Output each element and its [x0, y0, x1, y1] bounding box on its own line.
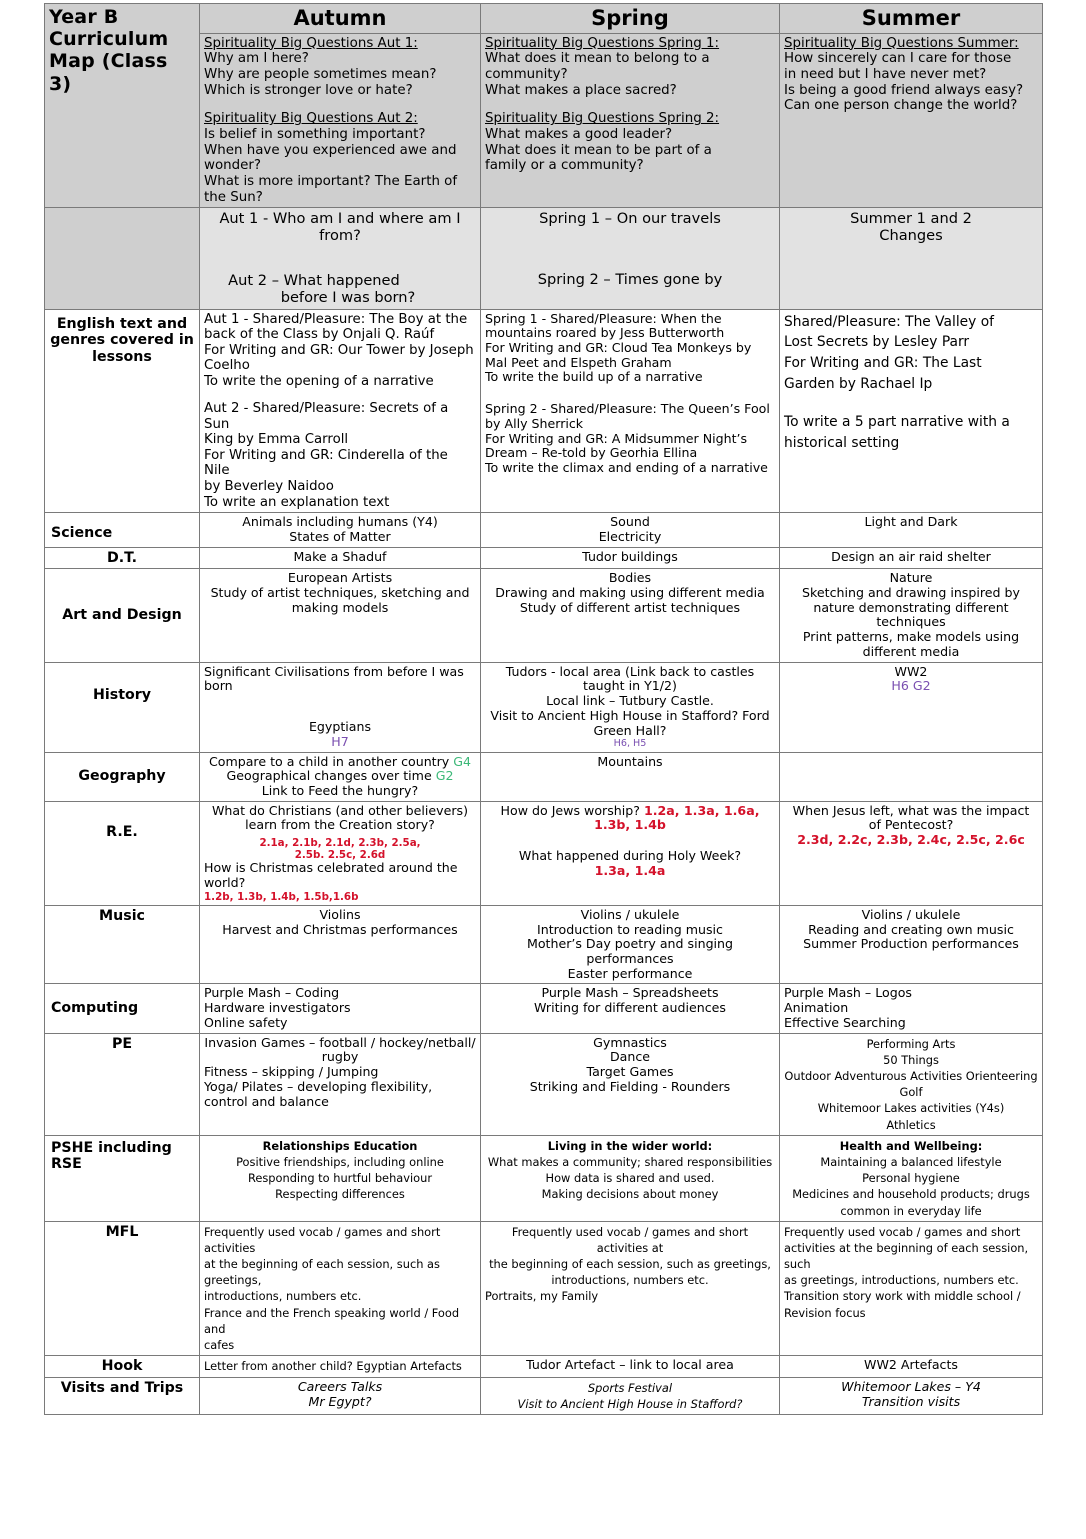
- spirituality-autumn-q2-1: When have you experienced awe and: [204, 142, 457, 158]
- text-line: Spring 1 - Shared/Pleasure: When the: [485, 310, 722, 326]
- text-line: Easter performance: [567, 965, 693, 981]
- text-line: nature demonstrating different: [813, 599, 1009, 615]
- table-row-art: [45, 569, 1043, 662]
- text-line: Careers Talks: [297, 1378, 383, 1394]
- spacer: [204, 244, 476, 272]
- english-spring: [481, 309, 780, 513]
- text-line: For Writing and GR: The Last: [784, 354, 982, 371]
- dt-spring: Tudor buildings: [481, 547, 780, 569]
- text-line: historical setting: [784, 434, 900, 451]
- mfl-summer: [780, 1221, 1043, 1356]
- re-code-spring-2: 1.3a, 1.4a: [594, 862, 666, 878]
- text-line: Hardware investigators: [204, 1000, 351, 1016]
- page-title: Year B Curriculum Map (Class 3): [45, 4, 200, 208]
- text-line: How is Christmas celebrated around the: [204, 860, 458, 876]
- topic-autumn-1: from?: [319, 227, 361, 245]
- spirituality-autumn-q2-0: Is belief in something important?: [204, 126, 426, 142]
- text-line: Summer Production performances: [803, 936, 1019, 952]
- spirituality-summer-q1-1: in need but I have never met?: [784, 66, 987, 82]
- text-line: Striking and Fielding - Rounders: [529, 1078, 731, 1094]
- table-row-re: [45, 801, 1043, 905]
- text-line: Effective Searching: [784, 1014, 906, 1030]
- geography-code: G4: [453, 753, 472, 769]
- topic-spring: [481, 208, 780, 309]
- history-spring: [481, 662, 780, 752]
- hook-summer: WW2 Artefacts: [780, 1356, 1043, 1378]
- history-code-spring: H6, H5: [613, 738, 647, 750]
- text-line: To write the opening of a narrative: [204, 373, 434, 389]
- text-line: back of the Class by Onjali Q. Raúf: [204, 327, 435, 343]
- table-row-history: [45, 662, 1043, 752]
- text-line: Drawing and making using different media: [495, 584, 765, 600]
- table-row-english: [45, 309, 1043, 513]
- table-row-geography: [45, 752, 1043, 801]
- text-line: Local link – Tutbury Castle.: [546, 693, 714, 709]
- text-line: Garden by Rachael Ip: [784, 375, 933, 392]
- text-line: Fitness – skipping / Jumping: [204, 1064, 379, 1080]
- text-line: Invasion Games – football / hockey/netball/: [204, 1034, 476, 1050]
- term-header-autumn: Autumn: [200, 4, 481, 34]
- text-line: Performing Arts: [866, 1036, 956, 1051]
- text-line: King by Emma Carroll: [204, 432, 349, 448]
- history-autumn: [200, 662, 481, 752]
- title-cell-spacer: [45, 208, 200, 309]
- text-line: different media: [862, 643, 960, 659]
- text-line: Coelho: [204, 358, 250, 374]
- text-line: Transition story work with middle school /: [784, 1289, 1021, 1304]
- geography-code: G2: [435, 768, 454, 784]
- pe-autumn: [200, 1033, 481, 1135]
- text-line: Study of artist techniques, sketching and: [210, 584, 470, 600]
- text-line: taught in Y1/2): [583, 678, 677, 694]
- visits-autumn: [200, 1377, 481, 1414]
- spacer: [204, 389, 476, 401]
- spacer: [485, 227, 775, 271]
- spirituality-spring-q2-0: What makes a good leader?: [485, 126, 673, 142]
- row-label-line: genres covered: [50, 332, 174, 349]
- text-line: Purple Mash – Logos: [784, 985, 912, 1001]
- text-line: Aut 2 - Shared/Pleasure: Secrets of a Sun: [204, 401, 449, 432]
- history-summer: [780, 662, 1043, 752]
- text-line: Mal Peet and Elspeth Graham: [485, 354, 672, 370]
- text-line: as greetings, introductions, numbers etc.: [784, 1273, 1019, 1288]
- text-line: Dance: [609, 1049, 651, 1065]
- row-label-music: Music: [45, 905, 200, 984]
- hook-autumn: Letter from another child? Egyptian Artefacts: [200, 1356, 481, 1378]
- topic-summer-1: Changes: [879, 227, 943, 245]
- text-line: Mother’s Day poetry and singing performances: [526, 936, 734, 966]
- row-label-line: in lessons: [92, 332, 194, 365]
- text-line: Purple Mash – Spreadsheets: [541, 985, 719, 1001]
- text-line: European Artists: [287, 570, 393, 586]
- row-label-science: Science: [45, 513, 200, 547]
- spacer: [784, 394, 1038, 412]
- text-line: What do Christians (and other believers): [211, 802, 468, 818]
- text-line: Visit to Ancient High House in Stafford? Ford: [490, 707, 770, 723]
- row-label-pe: PE: [45, 1033, 200, 1135]
- text-line: Positive friendships, including online: [236, 1154, 444, 1169]
- text-line: Visit to Ancient High House in Stafford?: [517, 1397, 743, 1412]
- text-line: rugby: [321, 1049, 359, 1065]
- text-line: Target Games: [586, 1064, 674, 1080]
- text-line: Egyptians: [308, 719, 372, 735]
- row-label-hook: Hook: [45, 1356, 200, 1378]
- text-line: making models: [291, 599, 389, 615]
- text-line: Introduction to reading music: [537, 921, 723, 937]
- text-line: Electricity: [598, 528, 662, 544]
- text-line: Print patterns, make models using: [802, 629, 1020, 645]
- text-line: For Writing and GR: Cinderella of the Nile: [204, 447, 448, 479]
- spirituality-spring-q1-1: community?: [485, 66, 568, 82]
- spirituality-summer-q1-3: Can one person change the world?: [784, 98, 1018, 114]
- spirituality-autumn-q2-3: What is more important? The Earth of: [204, 173, 458, 189]
- pe-summer: [780, 1033, 1043, 1135]
- spirituality-autumn-heading-1: Spirituality Big Questions Aut 1:: [204, 35, 418, 51]
- text-line: the beginning of each session, such as greetings,: [489, 1257, 771, 1272]
- re-spring: [481, 801, 780, 905]
- re-code-spring: 1.3b, 1.4b: [594, 817, 666, 833]
- re-code-spring: 1.2a, 1.3a, 1.6a,: [643, 802, 760, 818]
- text-line: Portraits, my Family: [485, 1289, 599, 1304]
- text-line: For Writing and GR: Our Tower by Joseph: [204, 342, 474, 358]
- table-row-mfl: [45, 1221, 1043, 1356]
- text-line: Bodies: [608, 570, 652, 586]
- text-line: Whitemoor Lakes activities (Y4s): [817, 1101, 1005, 1116]
- text-line: common in everyday life: [840, 1203, 982, 1218]
- text-line: How data is shared and used.: [545, 1171, 715, 1186]
- spirituality-spring-heading-1: Spirituality Big Questions Spring 1:: [485, 35, 720, 51]
- table-row-pshe: [45, 1135, 1043, 1221]
- geography-spring: [481, 752, 780, 801]
- spirituality-spring-q2-1: What does it mean to be part of a: [485, 142, 712, 158]
- text-line: 50 Things: [883, 1052, 939, 1067]
- text-line: Violins / ukulele: [861, 906, 961, 922]
- text-line: Sound: [610, 514, 650, 530]
- table-row-header: [45, 4, 1043, 34]
- text-line: Aut 1 - Shared/Pleasure: The Boy at the: [204, 311, 468, 327]
- topic-spring-1: Spring 2 – Times gone by: [537, 271, 723, 289]
- text-line: WW2: [894, 663, 928, 679]
- text-line: [204, 755, 476, 770]
- row-label-geography: Geography: [45, 752, 200, 801]
- text-line: Yoga/ Pilates – developing flexibility,: [204, 1078, 433, 1094]
- text-line: Dream – Re-told by Georhia Ellina: [485, 445, 698, 461]
- pe-spring: [481, 1033, 780, 1135]
- science-summer: [780, 513, 1043, 547]
- topic-summer-0: Summer 1 and 2: [850, 210, 972, 228]
- text-line: [485, 804, 775, 819]
- text-line: Sketching and drawing inspired by: [802, 584, 1020, 600]
- spirituality-autumn-q2-4: the Sun?: [204, 189, 263, 205]
- text-line: To write a 5 part narrative with a: [784, 414, 1010, 431]
- visits-summer: [780, 1377, 1043, 1414]
- re-code-autumn: 2.5b. 2.5c, 2.6d: [294, 849, 386, 862]
- text-line: To write the build up of a narrative: [485, 369, 703, 385]
- text-line: Making decisions about money: [541, 1187, 719, 1202]
- text-line: Violins: [319, 906, 361, 922]
- topic-autumn: [200, 208, 481, 309]
- computing-autumn: [200, 984, 481, 1033]
- text-line: For Writing and GR: Cloud Tea Monkeys by: [485, 340, 752, 355]
- text-line: Violins / ukulele: [580, 906, 680, 922]
- text-line: Sports Festival: [587, 1380, 673, 1395]
- text-line: [204, 769, 476, 784]
- text-line: Mountains: [597, 753, 663, 769]
- geography-autumn: [200, 752, 481, 801]
- text-line: Personal hygiene: [862, 1171, 960, 1186]
- text-line: Responding to hurtful behaviour: [247, 1171, 433, 1186]
- topic-autumn-2: Aut 2 – What happened: [228, 272, 400, 290]
- topic-autumn-3: before I was born?: [280, 289, 416, 307]
- text-line: Online safety: [204, 1014, 288, 1030]
- art-autumn: [200, 569, 481, 662]
- re-code-autumn: 2.1a, 2.1b, 2.1d, 2.3b, 2.5a,: [259, 837, 421, 850]
- text-line: Whitemoor Lakes – Y4: [841, 1378, 981, 1394]
- table-row-pe: [45, 1033, 1043, 1135]
- art-spring: [481, 569, 780, 662]
- text-line: Respecting differences: [275, 1187, 405, 1202]
- text-line: world?: [204, 875, 246, 891]
- science-spring: [481, 513, 780, 547]
- text-line: Shared/Pleasure: The Valley of: [784, 313, 995, 330]
- music-spring: [481, 905, 780, 984]
- text-line: What makes a community; shared responsibilities: [487, 1154, 773, 1169]
- text-line: What happened during Holy Week?: [518, 848, 742, 864]
- text-fragment: How do Jews worship?: [500, 802, 644, 818]
- table-row-dt: [45, 547, 1043, 569]
- music-summer: [780, 905, 1043, 984]
- spacer: [204, 98, 476, 111]
- row-label-computing: Computing: [45, 984, 200, 1033]
- mfl-autumn: [200, 1221, 481, 1356]
- pshe-spring-heading: Living in the wider world:: [547, 1138, 713, 1153]
- computing-spring: [481, 984, 780, 1033]
- row-label-history: History: [45, 662, 200, 752]
- spirituality-spring-q2-2: family or a community?: [485, 158, 644, 174]
- text-line: Medicines and household products; drugs: [792, 1187, 1030, 1202]
- table-row-topics: [45, 208, 1043, 309]
- text-line: States of Matter: [289, 528, 391, 544]
- visits-spring: [481, 1377, 780, 1414]
- text-line: Golf: [899, 1085, 923, 1100]
- text-line: by Beverley Naidoo: [204, 479, 334, 494]
- text-line: Tudors - local area (Link back to castles: [505, 663, 755, 679]
- text-line: France and the French speaking world / Food and: [204, 1305, 460, 1336]
- row-label-line: English text and: [56, 315, 188, 332]
- text-line: Maintaining a balanced lifestyle: [820, 1154, 1002, 1169]
- pshe-summer: [780, 1135, 1043, 1221]
- text-line: Writing for different audiences: [534, 1000, 726, 1016]
- spirituality-spring-q1-0: What does it mean to belong to a: [485, 51, 710, 67]
- history-code-summer: H6 G2: [891, 678, 931, 694]
- text-line: Purple Mash – Coding: [204, 985, 340, 1001]
- mfl-spring: [481, 1221, 780, 1356]
- spacer: [485, 98, 775, 111]
- text-line: by Ally Sherrick: [485, 415, 584, 431]
- term-header-spring: Spring: [481, 4, 780, 34]
- spirituality-autumn-q1-1: Why are people sometimes mean?: [204, 66, 437, 82]
- row-label-mfl: MFL: [45, 1221, 200, 1356]
- term-header-summer: Summer: [780, 4, 1043, 34]
- re-code-summer: 2.3d, 2.2c, 2.3b, 2.4c, 2.5c, 2.6c: [797, 832, 1025, 848]
- text-line: cafes: [204, 1338, 235, 1353]
- spirituality-autumn-q1-0: Why am I here?: [204, 51, 309, 67]
- text-fragment: Compare to a child in another country: [208, 753, 454, 769]
- topic-summer: [780, 208, 1043, 309]
- science-autumn: [200, 513, 481, 547]
- spacer: [485, 833, 775, 849]
- text-line: Mr Egypt?: [308, 1393, 372, 1409]
- text-line: Spring 2 - Shared/Pleasure: The Queen’s Fool: [485, 401, 770, 417]
- music-autumn: [200, 905, 481, 984]
- art-summer: [780, 569, 1043, 662]
- spirituality-autumn-heading-2: Spirituality Big Questions Aut 2:: [204, 111, 418, 127]
- text-line: introductions, numbers etc.: [551, 1273, 709, 1288]
- spirituality-summer-q1-2: Is being a good friend always easy?: [784, 82, 1024, 98]
- text-line: Animals including humans (Y4): [242, 514, 438, 530]
- spirituality-spring-heading-2: Spirituality Big Questions Spring 2:: [485, 111, 720, 127]
- text-line: born: [204, 678, 233, 694]
- text-line: Frequently used vocab / games and short: [784, 1224, 1021, 1239]
- row-label-pshe: [45, 1135, 200, 1221]
- history-code-autumn: H7: [331, 733, 349, 749]
- text-line: To write the climax and ending of a narrative: [485, 460, 768, 476]
- dt-autumn: Make a Shaduf: [200, 547, 481, 569]
- table-row-visits: [45, 1377, 1043, 1414]
- text-line: When Jesus left, what was the impact: [792, 802, 1030, 818]
- table-row-hook: [45, 1356, 1043, 1378]
- topic-spring-0: Spring 1 – On our travels: [539, 210, 721, 228]
- table-row-computing: [45, 984, 1043, 1033]
- spirituality-spring-q1-2: What makes a place sacred?: [485, 82, 677, 98]
- text-line: activities at the beginning of each session, such: [784, 1240, 1029, 1272]
- text-line: techniques: [876, 614, 946, 630]
- curriculum-map-table: [44, 3, 1043, 1415]
- computing-summer: [780, 984, 1043, 1033]
- text-fragment: Geographical changes over time: [226, 768, 436, 784]
- hook-spring: Tudor Artefact – link to local area: [481, 1356, 780, 1378]
- text-line: of Pentecost?: [868, 817, 954, 833]
- spirituality-autumn-q2-2: wonder?: [204, 158, 261, 174]
- re-summer: [780, 801, 1043, 905]
- text-line: Harvest and Christmas performances: [222, 921, 458, 937]
- spacer: [485, 385, 775, 402]
- topic-autumn-0: Aut 1 - Who am I and where am I: [219, 210, 461, 228]
- pshe-autumn: [200, 1135, 481, 1221]
- text-line: Outdoor Adventurous Activities Orienteering: [784, 1069, 1038, 1084]
- geography-summer: [780, 752, 1043, 801]
- spirituality-summer-q1-0: How sincerely can I care for those: [784, 51, 1012, 67]
- text-line: Lost Secrets by Lesley Parr: [784, 334, 970, 351]
- spirituality-autumn: [200, 33, 481, 208]
- text-line: Animation: [784, 1000, 849, 1016]
- spirituality-summer: [780, 33, 1043, 208]
- text-line: Frequently used vocab / games and short activities at: [511, 1224, 749, 1255]
- re-autumn: [200, 801, 481, 905]
- pshe-autumn-heading: Relationships Education: [262, 1138, 418, 1153]
- text-line: introductions, numbers etc.: [204, 1289, 362, 1304]
- pshe-summer-heading: Health and Wellbeing:: [839, 1138, 983, 1153]
- text-line: For Writing and GR: A Midsummer Night’s: [485, 430, 748, 446]
- spirituality-spring: [481, 33, 780, 208]
- dt-summer: Design an air raid shelter: [780, 547, 1043, 569]
- text-line: Significant Civilisations from before I was: [204, 663, 464, 679]
- row-label-visits: Visits and Trips: [45, 1377, 200, 1414]
- row-label-english: [45, 309, 200, 513]
- row-label-dt: D.T.: [45, 547, 200, 569]
- row-label-line: PSHE including: [51, 1139, 172, 1156]
- english-summer: [780, 309, 1043, 513]
- text-line: learn from the Creation story?: [245, 817, 435, 833]
- text-line: at the beginning of each session, such as greetings,: [204, 1257, 440, 1288]
- text-line: Nature: [889, 570, 933, 586]
- spirituality-summer-heading-1: Spirituality Big Questions Summer:: [784, 35, 1019, 51]
- spirituality-autumn-q1-2: Which is stronger love or hate?: [204, 82, 413, 98]
- table-row-science: [45, 513, 1043, 547]
- text-line: Study of different artist techniques: [519, 599, 741, 615]
- text-line: Light and Dark: [864, 514, 958, 530]
- row-label-re: R.E.: [45, 801, 200, 905]
- table-row-music: [45, 905, 1043, 984]
- text-line: Frequently used vocab / games and short activities: [204, 1224, 441, 1255]
- text-line: Revision focus: [784, 1305, 866, 1320]
- curriculum-map-page: [0, 3, 1086, 1539]
- spacer: [204, 694, 476, 720]
- row-label-art: Art and Design: [45, 569, 200, 662]
- text-line: Green Hall?: [593, 722, 667, 738]
- re-code-autumn-2: 1.2b, 1.3b, 1.4b, 1.5b,1.6b: [204, 890, 359, 903]
- text-line: Transition visits: [861, 1393, 961, 1409]
- pshe-spring: [481, 1135, 780, 1221]
- text-line: Athletics: [886, 1117, 936, 1132]
- english-autumn: [200, 309, 481, 513]
- text-line: Gymnastics: [593, 1034, 667, 1050]
- text-line: mountains roared by Jess Butterworth: [485, 325, 725, 341]
- row-label-line: RSE: [51, 1156, 82, 1173]
- text-line: To write an explanation text: [204, 494, 390, 510]
- text-line: Link to Feed the hungry?: [261, 782, 419, 798]
- text-line: Reading and creating own music: [808, 921, 1014, 937]
- text-line: control and balance: [204, 1093, 329, 1109]
